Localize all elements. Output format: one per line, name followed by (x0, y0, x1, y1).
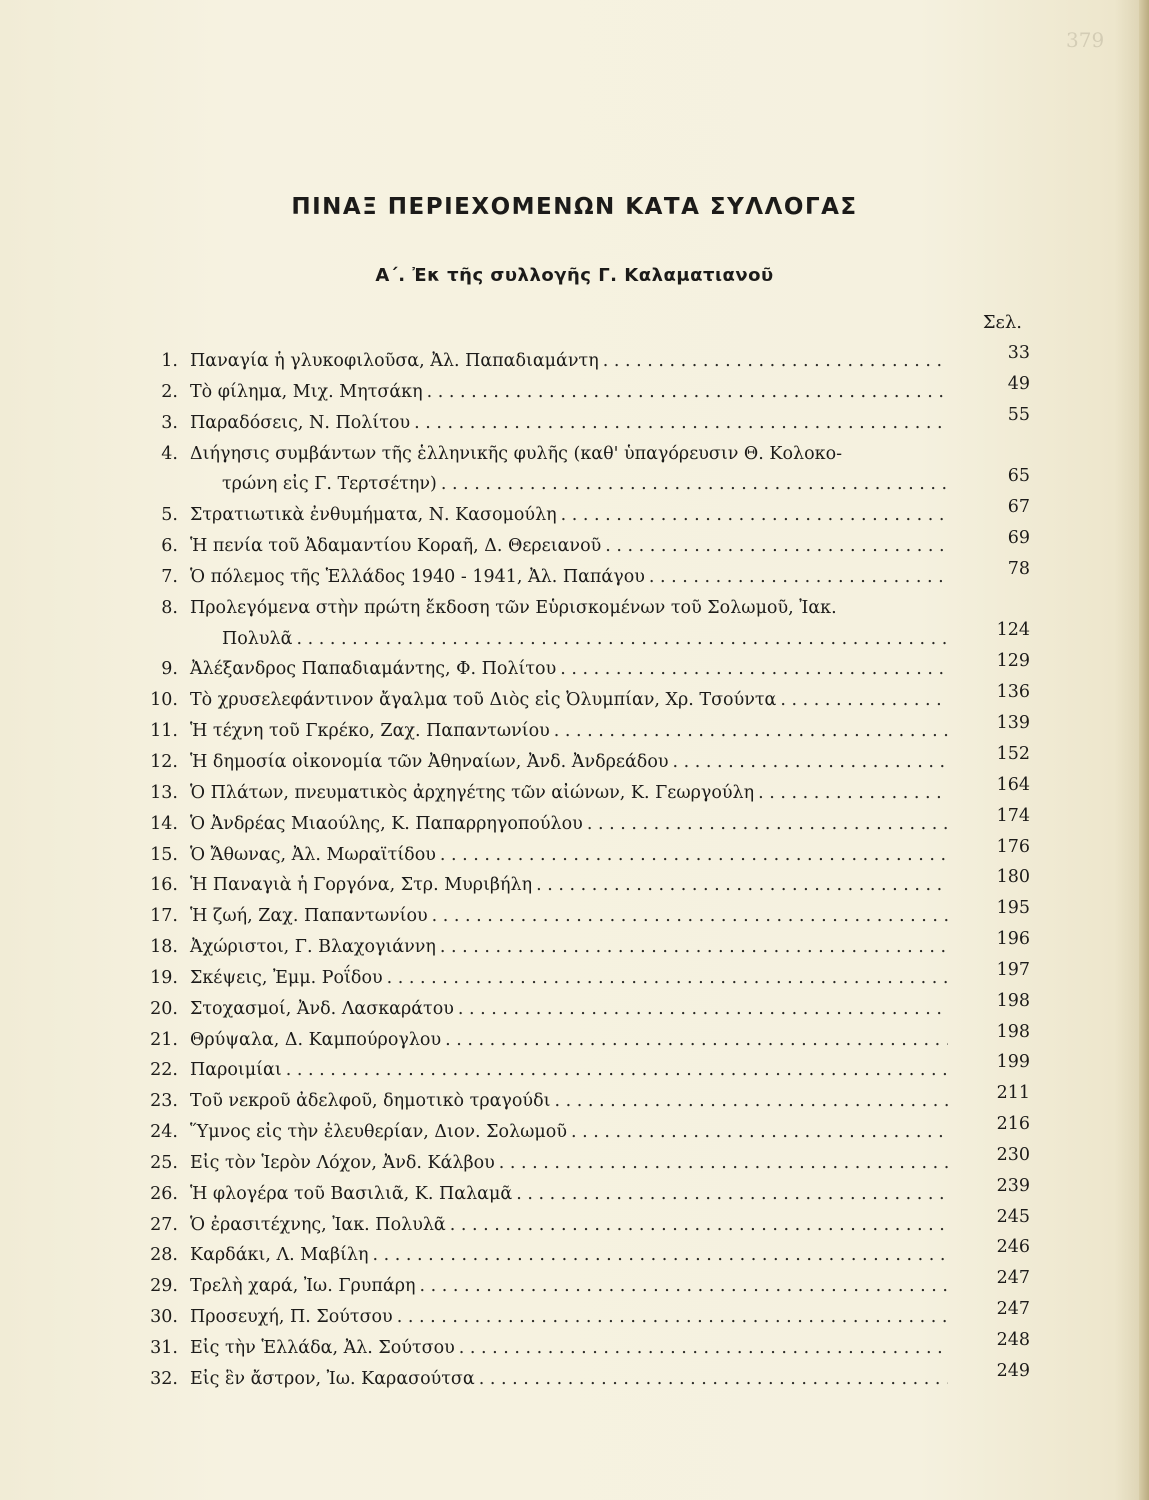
entry-number: 10. (150, 690, 178, 711)
entry-title: Εἰς ἓν ἄστρον, Ἰω. Καρασούτσα (190, 1368, 475, 1389)
dot-leader (780, 685, 948, 716)
entry-page-number: 246 (996, 1237, 1030, 1258)
entry-page-number: 198 (996, 990, 1030, 1011)
entry-page-number: 211 (996, 1083, 1030, 1104)
entry-page-number: 124 (996, 619, 1030, 640)
entry-number: 12. (150, 751, 178, 772)
entry-number: 9. (161, 659, 178, 680)
entry-text-block (190, 1148, 948, 1179)
table-of-contents (130, 343, 1030, 1395)
entry-text-block (190, 1271, 948, 1302)
toc-entry (130, 959, 1030, 994)
toc-entry (130, 1144, 1030, 1179)
toc-entry (130, 774, 1030, 809)
entry-number: 14. (150, 813, 178, 834)
entry-number: 8. (161, 597, 178, 618)
entry-page-number: 249 (996, 1360, 1030, 1381)
entry-text-block (190, 1086, 948, 1117)
entry-text-block (190, 1240, 948, 1271)
entry-text-block (190, 654, 948, 685)
entry-number: 16. (150, 875, 178, 896)
entry-text-block (190, 346, 948, 377)
entry-text-block (190, 500, 948, 531)
dot-leader (414, 408, 948, 439)
toc-entry (130, 439, 1030, 501)
toc-entry (130, 373, 1030, 408)
entry-title: Τὸ χρυσελεφάντινον ἄγαλμα τοῦ Διὸς εἰς Ὀλυμπίαν, Χρ. Τσούντα (190, 690, 777, 711)
toc-entry (130, 1237, 1030, 1271)
toc-entry (130, 1330, 1030, 1364)
entry-number: 6. (161, 536, 178, 557)
entry-number: 3. (161, 412, 178, 433)
toc-entry (130, 898, 1030, 932)
entry-title: Ἡ Παναγιὰ ἡ Γοργόνα, Στρ. Μυριβήλη (190, 875, 533, 896)
entry-title: Προλεγόμενα στὴν πρώτη ἔκδοση τῶν Εὑρισκομένων τοῦ Σολωμοῦ, Ἰακ. (190, 597, 837, 618)
entry-title: Ἡ ζωή, Ζαχ. Παπαντωνίου (190, 906, 428, 927)
entry-title-continuation: Πολυλᾶ (222, 628, 293, 649)
toc-entry (130, 558, 1030, 593)
entry-number: 22. (150, 1060, 178, 1081)
entry-number: 15. (150, 844, 178, 865)
entry-page-number: 78 (1007, 558, 1030, 579)
toc-entry (130, 1206, 1030, 1241)
toc-entry (130, 929, 1030, 963)
dot-leader (499, 1148, 948, 1179)
entry-page-number: 176 (996, 836, 1030, 857)
entry-title: Ἀχώριστοι, Γ. Βλαχογιάννη (190, 937, 436, 958)
entry-text-block (190, 932, 948, 963)
entry-number: 2. (161, 381, 178, 402)
entry-title: Θρύψαλα, Δ. Καμπούρογλου (190, 1029, 442, 1050)
dot-leader (673, 747, 949, 778)
toc-entry (130, 1021, 1030, 1056)
toc-entry (130, 1083, 1030, 1117)
entry-text-block (190, 408, 948, 439)
entry-title: Ἡ δημοσία οἰκονομία τῶν Ἀθηναίων, Ἀνδ. Ἀνδρεάδου (190, 751, 669, 772)
entry-title: Διήγησις συμβάντων τῆς ἑλληνικῆς φυλῆς (καθ' ὑπαγόρευσιν Θ. Κολοκο- (190, 443, 843, 464)
entry-number: 31. (150, 1338, 178, 1358)
dot-leader (571, 1117, 948, 1148)
toc-entry (130, 713, 1030, 747)
entry-number: 27. (150, 1214, 178, 1235)
entry-title: Ἡ φλογέρα τοῦ Βασιλιᾶ, Κ. Παλαμᾶ (190, 1183, 513, 1204)
entry-title: Καρδάκι, Λ. Μαβίλη (190, 1245, 369, 1266)
entry-text-block (190, 963, 948, 994)
entry-number: 30. (150, 1307, 178, 1328)
entry-text-block (190, 716, 948, 747)
entry-page-number: 198 (996, 1021, 1030, 1042)
entry-title: Ὁ Ἀνδρέας Μιαούλης, Κ. Παπαρρηγοπούλου (190, 813, 583, 834)
entry-text-block (190, 1302, 948, 1333)
entry-page-number: 139 (996, 713, 1030, 734)
dot-leader (440, 932, 948, 963)
entry-number: 28. (150, 1245, 178, 1266)
dot-leader (649, 562, 948, 593)
dot-leader (587, 809, 948, 840)
entry-title: Ἡ τέχνη τοῦ Γκρέκο, Ζαχ. Παπαντωνίου (190, 721, 550, 742)
entry-page-number: 196 (996, 929, 1030, 950)
toc-entry (130, 682, 1030, 716)
section-subtitle: Α΄. Ἐκ τῆς συλλογῆς Γ. Καλαματιανοῦ (375, 265, 774, 286)
entry-title: Ἀλέξανδρος Παπαδιαμάντης, Φ. Πολίτου (190, 659, 557, 680)
entry-title-continuation: τρώνη εἰς Γ. Τερτσέτην) (222, 474, 437, 495)
toc-entry (130, 593, 1030, 655)
entry-number: 29. (150, 1276, 178, 1297)
toc-entry (130, 1175, 1030, 1210)
entry-number: 18. (150, 937, 178, 958)
page-column-label: Σελ. (982, 312, 1022, 333)
entry-title: Ἡ πενία τοῦ Ἀδαμαντίου Κοραῆ, Δ. Θερειανοῦ (190, 536, 602, 557)
dot-leader (758, 778, 948, 809)
entry-title: Ὁ πόλεμος τῆς Ἑλλάδος 1940 - 1941, Ἀλ. Παπάγου (190, 566, 645, 587)
dot-leader (397, 1302, 948, 1333)
entry-text-block (190, 1025, 948, 1056)
toc-entry (130, 1299, 1030, 1333)
page-edge (1139, 0, 1149, 1500)
entry-text-block (190, 439, 948, 501)
entry-page-number: 67 (1007, 497, 1030, 518)
toc-entry (130, 497, 1030, 531)
entry-title: Τὸ φίλημα, Μιχ. Μητσάκη (190, 381, 423, 402)
entry-text-block (190, 778, 948, 809)
dot-leader (605, 531, 948, 562)
dot-leader (387, 963, 948, 994)
entry-title: Στοχασμοί, Ἀνδ. Λασκαράτου (190, 998, 454, 1019)
dot-leader (432, 901, 948, 932)
dot-leader (286, 1055, 948, 1086)
entry-number: 1. (161, 351, 178, 371)
entry-text-block (190, 1333, 948, 1364)
entry-page-number: 49 (1007, 373, 1030, 394)
entry-title: Εἰς τὴν Ἑλλάδα, Ἀλ. Σούτσου (190, 1338, 455, 1358)
entry-text-block (190, 994, 948, 1025)
entry-text-block (190, 685, 948, 716)
entry-page-number: 247 (996, 1268, 1030, 1289)
dot-leader (441, 469, 948, 500)
dot-leader (450, 1210, 948, 1241)
entry-text-block (190, 1364, 948, 1395)
dot-leader (420, 1271, 949, 1302)
faint-page-number: 379 (1066, 28, 1105, 52)
entry-title: Τοῦ νεκροῦ ἀδελφοῦ, δημοτικὸ τραγούδι (190, 1091, 551, 1112)
entry-title: Ὁ Ἄθωνας, Ἀλ. Μωραϊτίδου (190, 844, 436, 865)
dot-leader (373, 1240, 948, 1271)
entry-title: Ὁ ἐρασιτέχνης, Ἰακ. Πολυλᾶ (190, 1214, 446, 1235)
dot-leader (560, 654, 948, 685)
entry-title: Παραδόσεις, Ν. Πολίτου (190, 412, 411, 433)
entry-number: 21. (150, 1029, 178, 1050)
dot-leader (554, 716, 948, 747)
entry-text-block (190, 531, 948, 562)
toc-entry (130, 1114, 1030, 1148)
dot-leader (445, 1025, 948, 1056)
entry-page-number: 247 (996, 1299, 1030, 1320)
entry-text-block (190, 901, 948, 932)
dot-leader (554, 1086, 948, 1117)
entry-title: Παροιμίαι (190, 1060, 282, 1081)
toc-entry (130, 651, 1030, 685)
entry-number: 11. (150, 721, 178, 742)
entry-text-block (190, 562, 948, 593)
entry-number: 17. (150, 906, 178, 927)
entry-number: 20. (150, 998, 178, 1019)
toc-entry (130, 1052, 1030, 1086)
entry-number: 26. (150, 1183, 178, 1204)
entry-number: 5. (161, 505, 178, 526)
dot-leader (459, 1333, 948, 1364)
toc-entry (130, 990, 1030, 1025)
dot-leader (296, 624, 948, 655)
entry-number: 4. (161, 443, 178, 464)
entry-page-number: 180 (996, 867, 1030, 888)
entry-number: 19. (150, 967, 178, 988)
entry-text-block (190, 840, 948, 871)
dot-leader (479, 1364, 948, 1395)
entry-title: Παναγία ἡ γλυκοφιλοῦσα, Ἀλ. Παπαδιαμάντη (190, 351, 599, 371)
dot-leader (458, 994, 948, 1025)
entry-text-block (190, 1179, 948, 1210)
entry-text-block (190, 593, 948, 655)
toc-entry (130, 805, 1030, 840)
entry-page-number: 69 (1007, 528, 1030, 549)
dot-leader (427, 377, 948, 408)
entry-title: Τρελὴ χαρά, Ἰω. Γρυπάρη (190, 1276, 416, 1297)
entry-number: 7. (161, 566, 178, 587)
entry-page-number: 152 (996, 743, 1030, 764)
entry-text-block (190, 1117, 948, 1148)
entry-number: 23. (150, 1091, 178, 1112)
entry-title: Ὕμνος εἰς τὴν ἐλευθερίαν, Διον. Σολωμοῦ (190, 1122, 567, 1143)
entry-title: Εἰς τὸν Ἱερὸν Λόχον, Ἀνδ. Κάλβου (190, 1152, 495, 1173)
entry-page-number: 239 (996, 1175, 1030, 1196)
toc-entry (130, 343, 1030, 377)
entry-title: Προσευχή, Π. Σούτσου (190, 1307, 393, 1328)
entry-text-block (190, 809, 948, 840)
entry-page-number: 33 (1007, 343, 1030, 363)
entry-page-number: 55 (1007, 404, 1030, 425)
entry-page-number: 129 (996, 651, 1030, 672)
entry-page-number: 195 (996, 898, 1030, 919)
entry-text-block (190, 1210, 948, 1241)
toc-entry (130, 867, 1030, 901)
entry-text-block (190, 1055, 948, 1086)
toc-entry (130, 404, 1030, 439)
dot-leader (603, 346, 948, 377)
entry-title: Σκέψεις, Ἐμμ. Ροΐδου (190, 967, 383, 988)
entry-page-number: 245 (996, 1206, 1030, 1227)
entry-number: 24. (150, 1122, 178, 1143)
page-title: ΠΙΝΑΞ ΠΕΡΙΕΧΟΜΕΝΩΝ ΚΑΤΑ ΣΥΛΛΟΓΑΣ (291, 194, 858, 220)
dot-leader (516, 1179, 948, 1210)
entry-text-block (190, 747, 948, 778)
entry-number: 13. (150, 782, 178, 803)
entry-page-number: 136 (996, 682, 1030, 703)
entry-page-number: 174 (996, 805, 1030, 826)
entry-title: Ὁ Πλάτων, πνευματικὸς ἀρχηγέτης τῶν αἰώνων, Κ. Γεωργούλη (190, 782, 755, 803)
entry-page-number: 216 (996, 1114, 1030, 1135)
entry-text-block (190, 870, 948, 901)
dot-leader (440, 840, 948, 871)
entry-page-number: 248 (996, 1330, 1030, 1350)
toc-entry (130, 1268, 1030, 1302)
toc-entry (130, 836, 1030, 871)
entry-text-block (190, 377, 948, 408)
dot-leader (561, 500, 948, 531)
entry-page-number: 164 (996, 774, 1030, 795)
toc-entry (130, 743, 1030, 778)
entry-number: 32. (150, 1368, 178, 1389)
entry-page-number: 197 (996, 959, 1030, 980)
entry-page-number: 199 (996, 1052, 1030, 1073)
entry-number: 25. (150, 1152, 178, 1173)
entry-page-number: 230 (996, 1144, 1030, 1165)
toc-entry (130, 528, 1030, 562)
dot-leader (536, 870, 948, 901)
entry-title: Στρατιωτικὰ ἐνθυμήματα, Ν. Κασομούλη (190, 505, 557, 526)
toc-entry (130, 1360, 1030, 1395)
entry-page-number: 65 (1007, 465, 1030, 486)
